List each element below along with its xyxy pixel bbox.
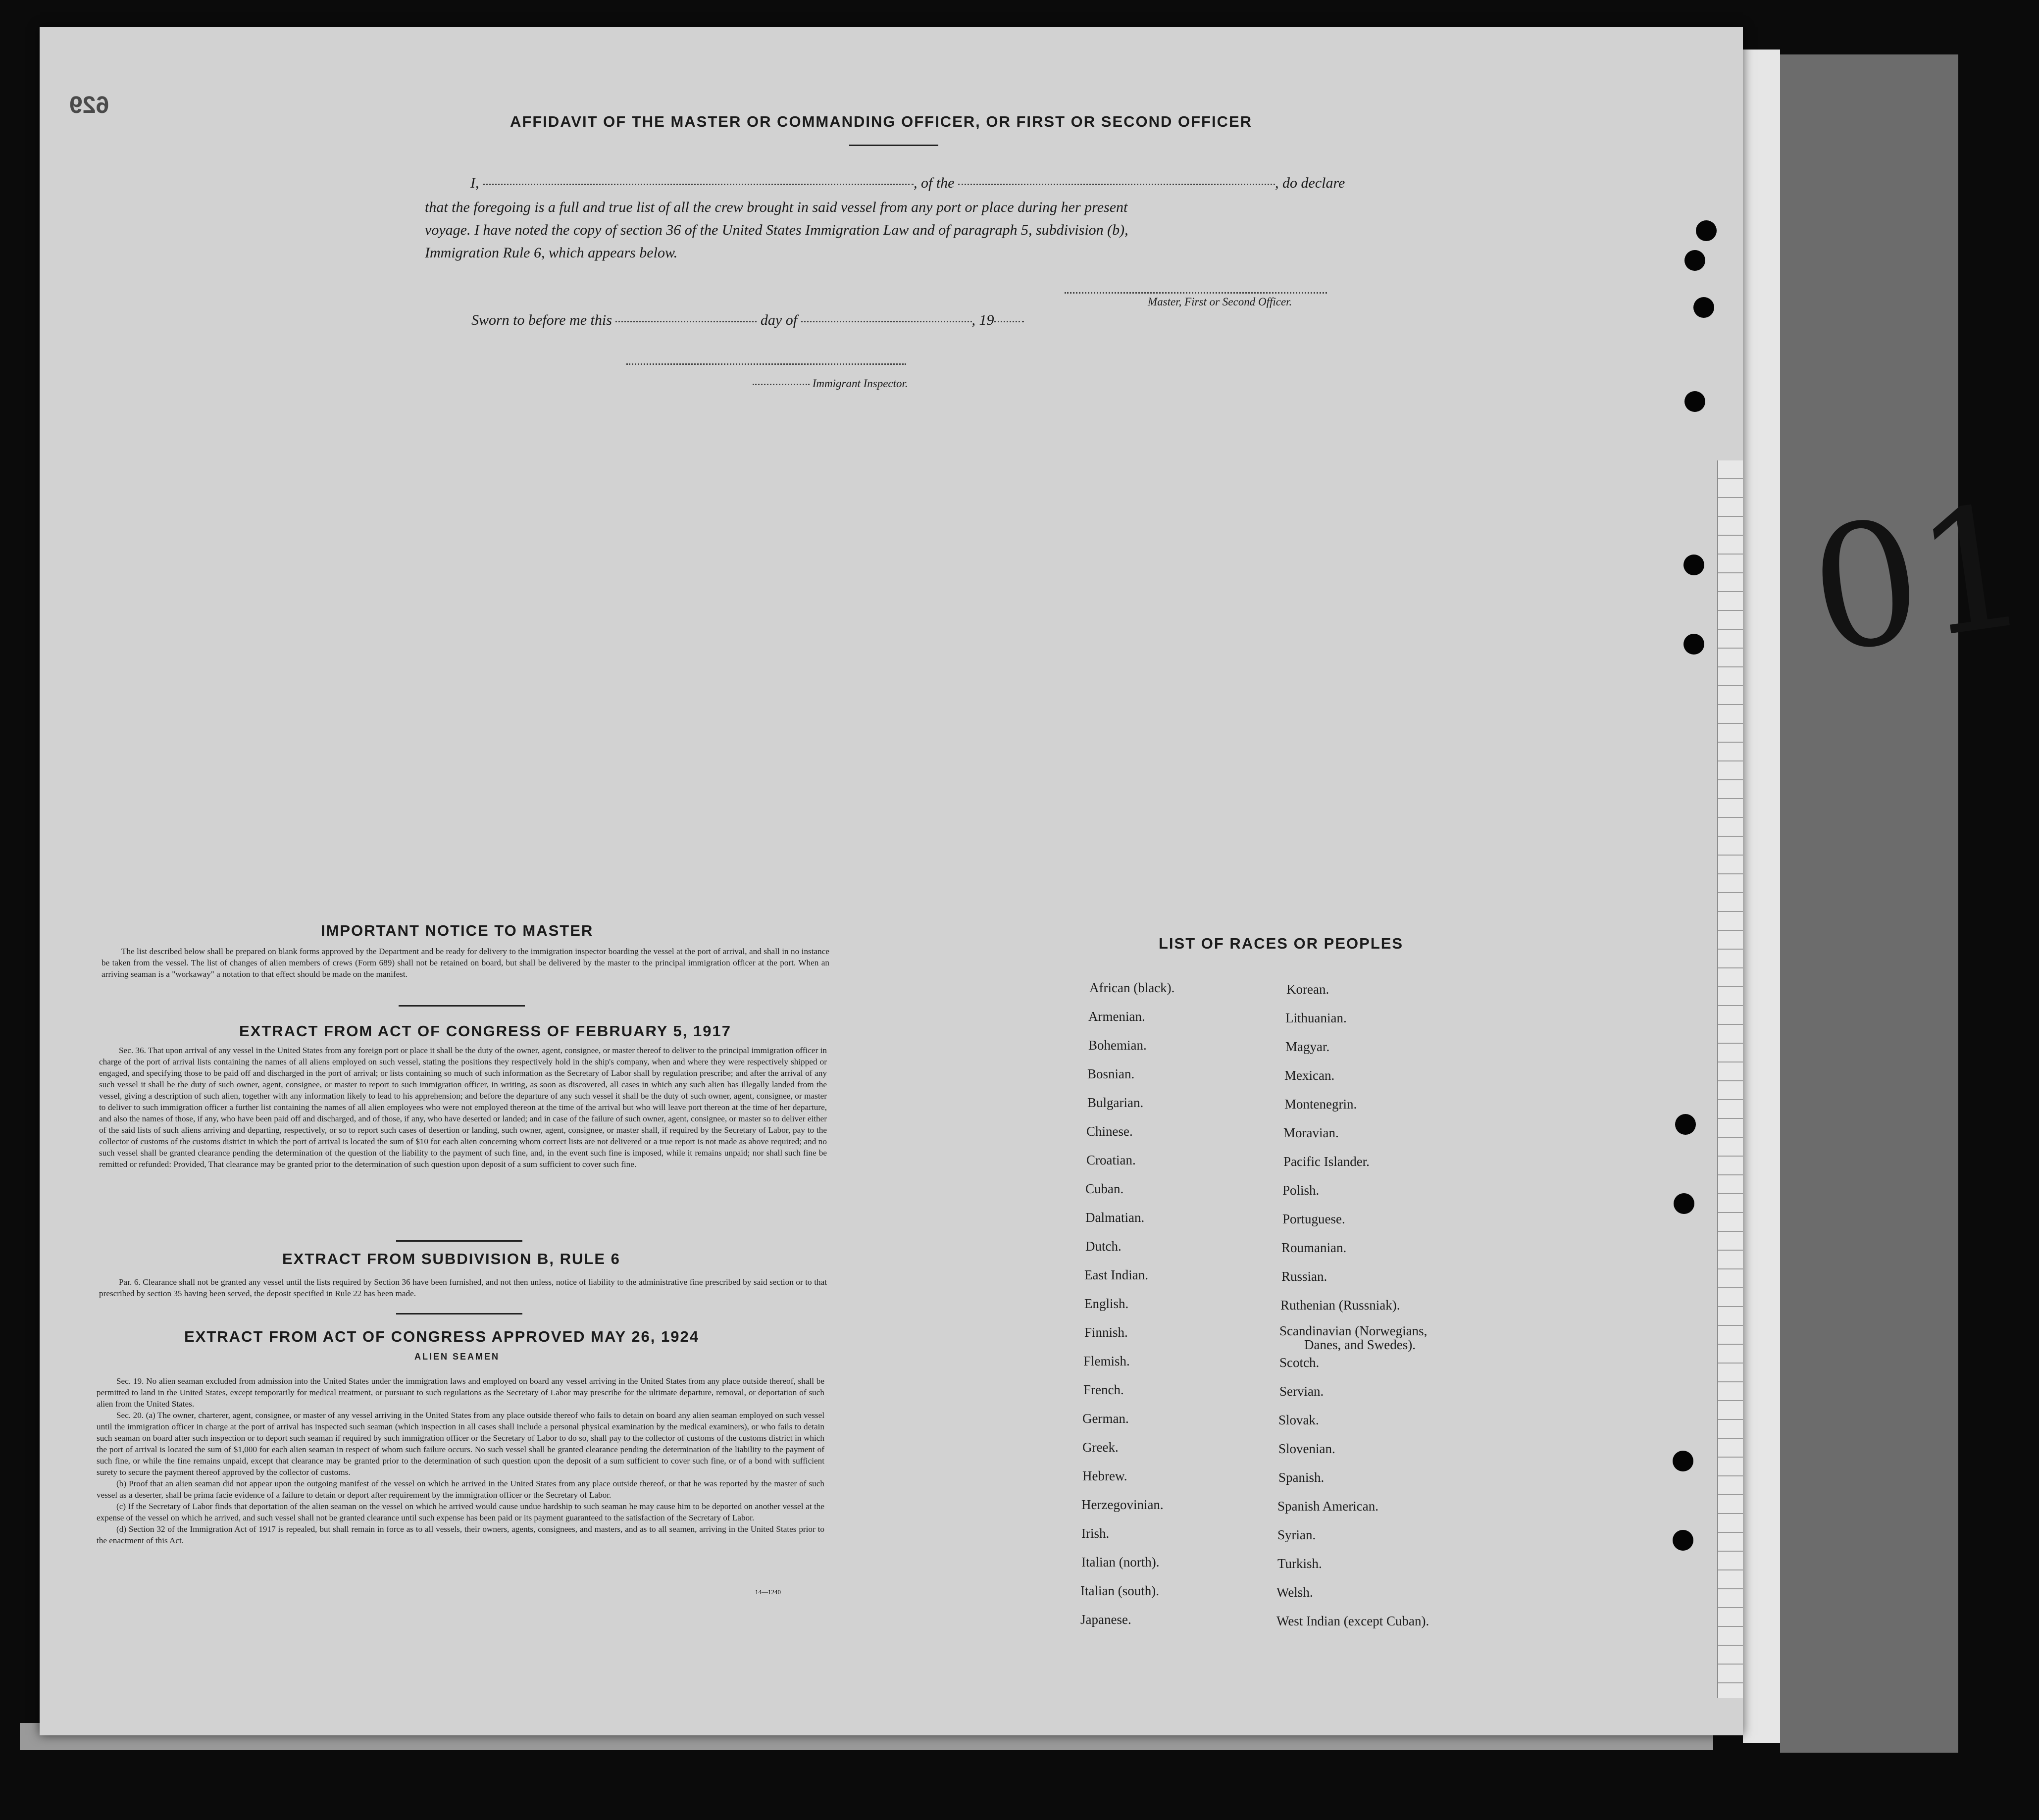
sworn-year-field[interactable]: [994, 321, 1024, 322]
notice-text: The list described below shall be prepared on blank forms approved by the Department and be ready for delivery to the immigration inspector boarding the vessel at the port of arrival, and shall in no instance be taken from the vessel. The list of changes of alien members of crews (Form 689) shall not be retained on board, but shall be delivered by the master to the principal immigration officer at the port. When an arriving seaman is a "workaway" a notation to that effect should be made on the manifest.: [102, 947, 829, 979]
extract-1924-text: [97, 1375, 824, 1546]
binder-hole: [1683, 555, 1704, 575]
race-item: East Indian.: [1084, 1267, 1148, 1282]
vessel-name-field[interactable]: [958, 184, 1275, 185]
affidavit-title: AFFIDAVIT OF THE MASTER OR COMMANDING OFFICER, OR FIRST OR SECOND OFFICER: [510, 113, 1253, 130]
race-item: Scandinavian (Norwegians,: [1279, 1323, 1427, 1338]
sec-20c-text: (c) If the Secretary of Labor finds that deportation of the alien seaman on the vessel on which he arrived would cause undue hardship to such seaman he may cause him to be deported on another vessel at the expense of the vessel on which he arrived, and such vessel shall not be granted clearance until such expense has been paid or its payment guaranteed to the satisfaction of the Secretary of Labor.: [97, 1502, 824, 1522]
race-item: Moravian.: [1283, 1125, 1339, 1140]
race-item: West Indian (except Cuban).: [1276, 1614, 1429, 1628]
notice-rule: [399, 1005, 525, 1007]
race-item: Slovenian.: [1278, 1441, 1335, 1456]
race-item: Bulgarian.: [1087, 1095, 1144, 1110]
binder-hole: [1684, 250, 1705, 271]
binder-hole: [1675, 1114, 1696, 1135]
race-item: Dalmatian.: [1085, 1210, 1145, 1225]
sworn-line: [471, 312, 1024, 329]
day-of-label: day of: [760, 312, 798, 328]
race-item: Spanish American.: [1277, 1499, 1378, 1514]
extract-1917-title: EXTRACT FROM ACT OF CONGRESS OF FEBRUARY 5, 1917: [239, 1022, 731, 1040]
race-item: German.: [1082, 1411, 1129, 1426]
race-item: Servian.: [1279, 1384, 1324, 1399]
race-item: Greek.: [1082, 1440, 1119, 1455]
race-item: Dutch.: [1085, 1239, 1121, 1254]
binder-hole: [1673, 1451, 1693, 1471]
alien-seamen-subtitle: ALIEN SEAMEN: [414, 1352, 500, 1362]
race-item: Mexican.: [1284, 1068, 1335, 1083]
race-item: Slovak.: [1278, 1413, 1319, 1427]
race-item: Welsh.: [1276, 1585, 1313, 1600]
race-item: Turkish.: [1277, 1556, 1322, 1571]
binder-hole: [1693, 297, 1714, 318]
race-item: Russian.: [1281, 1269, 1327, 1284]
adjacent-page-panel: [1780, 54, 1958, 1753]
affidavit-body-3: Immigration Rule 6, which appears below.: [425, 245, 678, 261]
race-item: Cuban.: [1085, 1181, 1124, 1196]
year-label: , 19: [971, 312, 994, 328]
race-item: Ruthenian (Russniak).: [1280, 1298, 1400, 1313]
sworn-label: Sworn to before me this: [471, 312, 612, 328]
affidavit-line-1: [470, 175, 1345, 192]
race-item: Korean.: [1286, 982, 1329, 997]
race-item: Croatian.: [1086, 1153, 1136, 1167]
inspector-line: [753, 377, 908, 390]
affidavit-i-label: I,: [470, 175, 479, 191]
race-item: Chinese.: [1086, 1124, 1133, 1139]
sworn-month-field[interactable]: [801, 321, 972, 322]
race-item: Spanish.: [1278, 1470, 1325, 1485]
handwritten-page-mark: 01: [1799, 467, 2039, 692]
extract-rule6-text: Par. 6. Clearance shall not be granted any vessel until the lists required by Section 36 have been furnished, and not then unless, notice of liability to the administrative fine prescribed by said section or to that prescribed by section 35 having been served, the deposit specified in Rule 22 has been made.: [99, 1277, 827, 1298]
affidavit-rule: [849, 145, 938, 146]
inspector-name-field[interactable]: [753, 384, 810, 385]
race-item: Roumanian.: [1281, 1240, 1347, 1255]
race-item: Italian (south).: [1080, 1583, 1159, 1598]
race-item: Danes, and Swedes).: [1304, 1337, 1416, 1352]
bleed-through-text: [391, 366, 1679, 812]
affidavit-do-declare: , do declare: [1275, 175, 1345, 191]
race-item: Portuguese.: [1282, 1212, 1345, 1226]
race-item: Hebrew.: [1082, 1468, 1127, 1483]
binder-hole: [1683, 634, 1704, 655]
sec-20a-text: Sec. 20. (a) The owner, charterer, agent, consignee, or master of any vessel arriving in the United States from any place outside thereof who fails to detain on board any alien seaman employed on such vessel until the immigration officer in charge at the port of arrival has inspected such seaman (which inspection in all cases shall include a personal physical examination by the medical examiners), or who fails to detain such seaman on board after such inspection or to deport such seaman if required by such immigration officer or the Secretary of Labor to do so, shall pay to the collector of customs of the customs district in which the port of arrival is located the sum of $1,000 for each alien seaman in respect of whom such failure occurs. No such vessel shall be granted clearance pending the determination of the liability to the payment of such fine, or while the fine remains unpaid, except that clearance may be granted prior to the determination of such question upon the deposit of a sum sufficient to cover such fine, or of a bond with sufficient surety to secure the payment thereof approved by the collector of customs.: [97, 1411, 824, 1477]
extract-rule6-title: EXTRACT FROM SUBDIVISION B, RULE 6: [282, 1250, 620, 1267]
binder-hole: [1684, 391, 1705, 412]
race-item: Finnish.: [1084, 1325, 1128, 1340]
race-item: Lithuanian.: [1285, 1011, 1347, 1025]
ruled-margin-strip: [1717, 460, 1743, 1698]
master-name-field[interactable]: [483, 184, 914, 185]
master-signature-line[interactable]: [1065, 292, 1327, 294]
extract-rule6-rule: [396, 1313, 522, 1314]
race-item: Polish.: [1282, 1183, 1320, 1198]
race-item: Magyar.: [1285, 1039, 1330, 1054]
affidavit-body-1: that the foregoing is a full and true list of all the crew brought in said vessel from any port or place during her present: [425, 199, 1128, 215]
race-item: Italian (north).: [1081, 1555, 1160, 1569]
races-title: LIST OF RACES OR PEOPLES: [1159, 935, 1404, 952]
race-item: Flemish.: [1083, 1354, 1130, 1368]
binder-hole: [1674, 1193, 1694, 1214]
sec-20d-text: (d) Section 32 of the Immigration Act of 1917 is repealed, but shall remain in force as to all vessels, their owners, agents, consignees, and masters, and as to all seamen, arriving in the United States prior to the enactment of this Act.: [97, 1524, 824, 1545]
inspector-caption: Immigrant Inspector.: [812, 377, 908, 390]
sworn-day-field[interactable]: [615, 321, 757, 322]
master-signature-caption: Master, First or Second Officer.: [1148, 296, 1292, 308]
race-item: French.: [1083, 1382, 1124, 1397]
race-item: Armenian.: [1088, 1009, 1145, 1024]
race-item: Bosnian.: [1087, 1066, 1135, 1081]
race-item: Irish.: [1081, 1526, 1110, 1541]
extract-1917-text: Sec. 36. That upon arrival of any vessel in the United States from any foreign port or place it shall be the duty of the owner, agent, consignee, or master thereof to deliver to the principal immigration officer in charge of the port of arrival lists containing the names of all aliens employed on such vessel, stating the positions they respectively hold in the ship's company, when and where they were respectively shipped or engaged, and specifying those to be paid off and discharged in the port of arrival; or lists containing so much of such information as the Secretary of Labor shall by regulation prescribe; and after the arrival of any such vessel it shall be the duty of such owner, agent, consignee, or master to report to such immigration officer, in writing, as soon as discovered, all cases in which any such alien has illegally landed from the vessel, giving a description of such alien, together with any information likely to lead to his apprehension; and before the departure of any such vessel it shall be the duty of such owner, agent, consignee, or master to deliver to such immigration officer a further list containing the names of all alien employees who were not employed thereon at the time of the arrival but who will leave port thereon at the time of her departure, and also the names of those, if any, who have been paid off and discharged, and of those, if any, who have deserted or landed; and in case of the failure of such owner, agent, consignee, or master so to deliver either of the said lists of such aliens arriving and departing, respectively, or so to report such cases of desertion or landing, such owner, agent, consignee, or master shall, if required by the Secretary of Labor, pay to the collector of customs of the customs district in which the port of arrival is located the sum of $10 for each alien concerning whom correct lists are not delivered or a true report is not made as above required; and no such vessel shall be granted clearance pending the determination of the question of the liability to the payment of such fine, and, in the event such fine is imposed, while it remains unpaid; nor shall such fine be remitted or refunded: Provided, That clearance may be granted prior to the determination of such question upon deposit of a sum sufficient to cover such fine.: [99, 1046, 827, 1169]
inspector-signature-line[interactable]: [626, 363, 906, 365]
page-edge: [1743, 50, 1780, 1743]
binder-hole: [1696, 220, 1717, 241]
sec-20b-text: (b) Proof that an alien seaman did not appear upon the outgoing manifest of the vessel on which he arrived in the United States from any place outside thereof, or that he was reported by the master of such vessel as a deserter, shall be prima facie evidence of a failure to detain or deport after requirement by the immigration officer or the Secretary of Labor.: [97, 1479, 824, 1500]
form-number: 14—1240: [755, 1588, 781, 1596]
corner-number: 629: [69, 92, 109, 118]
race-item: English.: [1084, 1296, 1129, 1311]
race-item: Montenegrin.: [1284, 1097, 1357, 1112]
affidavit-of-the: , of the: [914, 175, 955, 191]
notice-title: IMPORTANT NOTICE TO MASTER: [321, 922, 594, 939]
race-item: Scotch.: [1279, 1355, 1320, 1370]
extract-1924-title: EXTRACT FROM ACT OF CONGRESS APPROVED MAY 26, 1924: [184, 1328, 699, 1345]
race-item: African (black).: [1089, 980, 1175, 995]
race-item: Syrian.: [1277, 1527, 1316, 1542]
race-item: Japanese.: [1080, 1612, 1131, 1627]
binder-hole: [1673, 1530, 1693, 1551]
race-item: Herzegovinian.: [1081, 1497, 1164, 1512]
race-item: Pacific Islander.: [1283, 1154, 1370, 1169]
extract-1917-rule: [396, 1240, 522, 1242]
sec-19-text: Sec. 19. No alien seaman excluded from admission into the United States under the immigration laws and employed on board any vessel arriving in the United States from any place outside thereof, shall be permitted to land in the United States, except temporarily for medical treatment, or pursuant to such regulations as the Secretary of Labor may prescribe for the ultimate departure, removal, or deportation of such alien from the United States.: [97, 1376, 824, 1409]
race-item: Bohemian.: [1088, 1038, 1147, 1053]
affidavit-body-2: voyage. I have noted the copy of section 36 of the United States Immigration Law and of paragraph 5, subdivision (b),: [425, 222, 1128, 238]
